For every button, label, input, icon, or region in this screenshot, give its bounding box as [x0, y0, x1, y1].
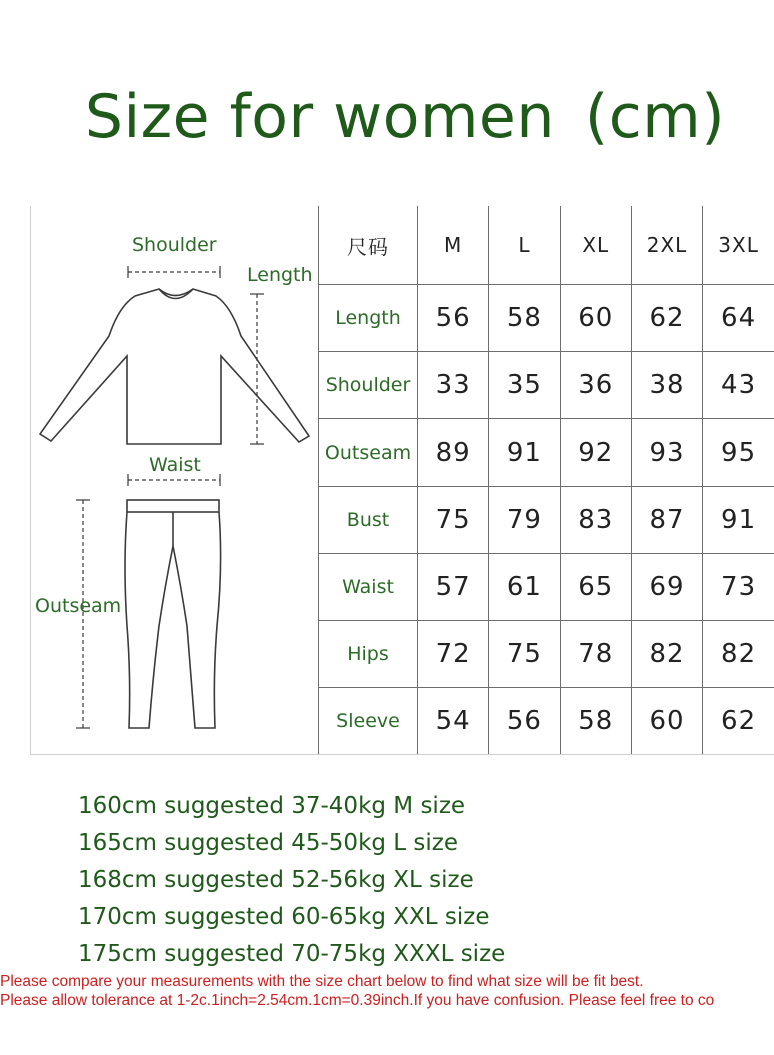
suggestion-line: 165cm suggested 45-50kg L size	[78, 830, 459, 856]
table-row	[319, 486, 774, 553]
table-row	[319, 621, 774, 688]
note-line: Please allow tolerance at 1-2c.1inch=2.54cm.1cm=0.39inch.If you have confusion. Please feel free to co	[0, 992, 715, 1009]
table-cell: 91	[489, 419, 560, 486]
table-cell: 78	[560, 621, 631, 688]
table-cell: 58	[560, 688, 631, 754]
garment-drawing	[31, 206, 320, 754]
table-cell: 83	[560, 486, 631, 553]
suggestion-line: 168cm suggested 52-56kg XL size	[78, 867, 474, 893]
size-table	[318, 206, 774, 754]
row-label: Length	[319, 285, 418, 352]
leggings-icon	[125, 500, 221, 728]
suggestion-line: 170cm suggested 60-65kg XXL size	[78, 904, 490, 930]
table-cell: 82	[703, 621, 774, 688]
table-row	[319, 285, 774, 352]
note-line: Please compare your measurements with the size chart below to find what size will be fit best.	[0, 973, 644, 990]
table-cell: 60	[631, 688, 702, 754]
length-label: Length	[247, 264, 313, 286]
table-cell: 92	[560, 419, 631, 486]
table-cell: 65	[560, 553, 631, 620]
header-size-label: 尺码	[319, 206, 418, 285]
table-cell: 75	[418, 486, 489, 553]
row-label: Sleeve	[319, 688, 418, 754]
table-cell: 62	[631, 285, 702, 352]
table-row	[319, 553, 774, 620]
shoulder-measure-line	[128, 266, 220, 278]
table-row	[319, 419, 774, 486]
table-cell: 69	[631, 553, 702, 620]
suggestion-line: 160cm suggested 37-40kg M size	[78, 793, 466, 819]
table-cell: 36	[560, 352, 631, 419]
table-cell: 64	[703, 285, 774, 352]
table-cell: 60	[560, 285, 631, 352]
table-cell: 56	[418, 285, 489, 352]
table-cell: 43	[703, 352, 774, 419]
row-label: Shoulder	[319, 352, 418, 419]
table-cell: 33	[418, 352, 489, 419]
header-size-2xl: 2XL	[631, 206, 702, 285]
table-cell: 61	[489, 553, 560, 620]
table-cell: 57	[418, 553, 489, 620]
long-sleeve-top-icon	[40, 289, 309, 444]
garment-diagram	[30, 206, 320, 754]
page-title	[0, 82, 774, 152]
size-header-row	[319, 206, 774, 285]
table-cell: 56	[489, 688, 560, 754]
row-label: Bust	[319, 486, 418, 553]
row-label: Hips	[319, 621, 418, 688]
tolerance-note	[0, 972, 774, 1010]
waist-label: Waist	[149, 454, 201, 476]
table-cell: 79	[489, 486, 560, 553]
table-cell: 72	[418, 621, 489, 688]
table-cell: 93	[631, 419, 702, 486]
shoulder-label: Shoulder	[132, 234, 217, 256]
table-cell: 54	[418, 688, 489, 754]
row-label: Waist	[319, 553, 418, 620]
table-row	[319, 688, 774, 754]
size-suggestions	[78, 788, 505, 973]
table-cell: 62	[703, 688, 774, 754]
title-main: Size for women	[84, 82, 555, 152]
table-cell: 82	[631, 621, 702, 688]
outseam-label: Outseam	[35, 595, 122, 617]
header-size-l: L	[489, 206, 560, 285]
suggestion-line: 175cm suggested 70-75kg XXXL size	[78, 941, 506, 967]
table-cell: 58	[489, 285, 560, 352]
table-cell: 35	[489, 352, 560, 419]
table-cell: 87	[631, 486, 702, 553]
title-unit: (cm)	[584, 82, 726, 152]
table-cell: 95	[703, 419, 774, 486]
table-cell: 73	[703, 553, 774, 620]
header-size-xl: XL	[560, 206, 631, 285]
header-size-m: M	[418, 206, 489, 285]
table-row	[319, 352, 774, 419]
table-cell: 89	[418, 419, 489, 486]
table-cell: 38	[631, 352, 702, 419]
table-cell: 91	[703, 486, 774, 553]
row-label: Outseam	[319, 419, 418, 486]
length-measure-line	[250, 294, 264, 444]
table-cell: 75	[489, 621, 560, 688]
header-size-3xl: 3XL	[703, 206, 774, 285]
